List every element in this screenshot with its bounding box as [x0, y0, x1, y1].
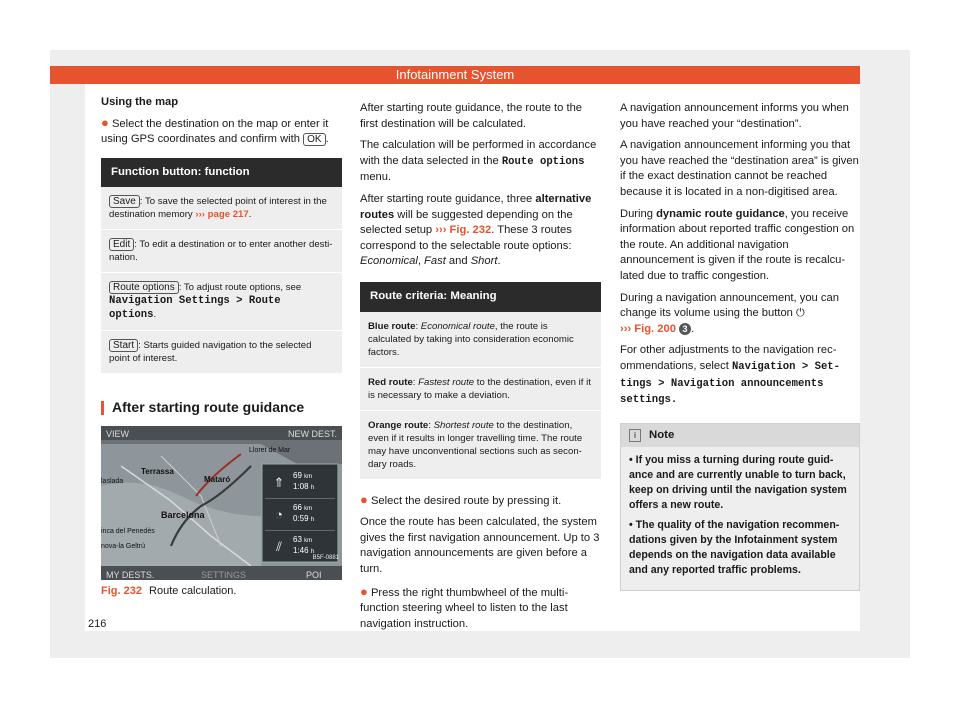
- note-item: • The quality of the navigation recommendations given by the Infotainment system depends on the navigation data available and any reported traffic problems.: [629, 519, 840, 576]
- separator: ,: [417, 255, 425, 268]
- table-row: Blue route: Economical route, the route is calculated by taking into consideration economic factors.: [360, 312, 601, 368]
- chapter-header: [50, 66, 860, 84]
- paragraph: A navigation announcement informing you that you have reached the “destination area” is given if the exact destination cannot be reached because it is located in a non-digitised area.: [620, 139, 859, 198]
- menu-path: Navigation > Settings > Navigation announcements settings.: [620, 360, 841, 407]
- row-label: Blue route: [368, 320, 416, 332]
- bullet-icon: ●: [360, 491, 368, 507]
- route-time-unit: h: [310, 549, 315, 556]
- ok-key: OK: [303, 133, 325, 146]
- option-fast: Fast: [424, 255, 446, 268]
- bullet-text: Select the destination on the map or enter it using GPS coordinates and confirm with: [101, 117, 329, 146]
- route-time: 1:08: [293, 482, 309, 492]
- row-text: to the destination, even if it is necessary to make a deviation.: [368, 376, 591, 401]
- route-option[interactable]: [265, 499, 335, 531]
- punctuation: .: [153, 309, 157, 321]
- menu-name: Route options: [501, 155, 585, 168]
- note-body: [621, 447, 859, 589]
- separator: and: [445, 255, 471, 268]
- bullet-thumbwheel: [360, 584, 601, 633]
- bullet-select-destination: [101, 115, 342, 148]
- route-options-key: Route options: [109, 281, 179, 294]
- paragraph: [620, 343, 860, 408]
- column-left: [101, 95, 342, 600]
- bullet-icon: ●: [101, 114, 109, 130]
- route-distance-unit: km: [304, 538, 313, 545]
- place-label: Terrassa: [141, 466, 174, 476]
- column-middle: [360, 101, 601, 638]
- note-header: [621, 424, 859, 448]
- figure-caption-text: Route calculation.: [149, 584, 237, 597]
- column-right: [620, 101, 860, 591]
- callout-number: 3: [679, 323, 691, 335]
- route-criteria-table: [360, 282, 601, 480]
- my-dests-button[interactable]: MY DESTS.: [106, 569, 155, 580]
- table-row: [101, 230, 342, 273]
- punctuation: .: [248, 209, 252, 221]
- bold-term: dynamic route guidance: [656, 207, 785, 220]
- figure-link[interactable]: ››› Fig. 200: [620, 322, 676, 335]
- route-option-list: [265, 467, 335, 562]
- figure-code: B5F-0881: [312, 554, 339, 561]
- route-time-unit: h: [310, 517, 315, 524]
- text-run: will be suggested depending on the selected setup: [360, 208, 573, 237]
- table-row: [101, 187, 342, 230]
- table-row: Orange route: Shortest route to the destination, even if it results in longer travelling time. The route may have unconventional sections such as secondary roads.: [360, 411, 601, 480]
- row-label: Red route: [368, 376, 413, 388]
- road-icon: ⫽: [276, 538, 282, 554]
- page-link[interactable]: ››› page 217: [195, 209, 249, 221]
- route-distance-unit: km: [304, 506, 313, 513]
- note-title: Note: [649, 428, 675, 441]
- paragraph: After starting route guidance, the route to the first destination will be calculated.: [360, 102, 583, 130]
- edit-key: Edit: [109, 238, 134, 251]
- note-box: [620, 423, 860, 591]
- bold-term: alternative routes: [360, 192, 592, 221]
- function-button-table: [101, 158, 342, 375]
- save-key: Save: [109, 195, 140, 208]
- chapter-title: Infotainment System: [395, 67, 515, 82]
- paragraph: [620, 207, 860, 285]
- power-icon: ⏻: [796, 307, 805, 320]
- text-run: menu.: [360, 171, 392, 184]
- text-run: , you receive information about reported traffic congestion on the route. An additional navigation announcement is given if the route is recalculated due to traffic congestion.: [620, 207, 855, 282]
- route-distance-unit: km: [304, 474, 313, 481]
- figure-label: Fig. 232: [101, 584, 142, 597]
- route-distance: 69: [293, 471, 302, 481]
- table-row: [101, 273, 342, 331]
- table-header: Route criteria: Meaning: [360, 282, 601, 312]
- row-italic: Economical route: [420, 320, 495, 332]
- option-economical: Economical: [360, 255, 418, 268]
- section-title: [101, 400, 342, 416]
- figure-link[interactable]: ››› Fig. 232: [435, 224, 492, 237]
- navigation-screen-figure: [101, 426, 342, 580]
- row-italic: Fastest route: [418, 376, 475, 388]
- row-text: : To edit a destination or to enter another destination.: [109, 239, 333, 264]
- row-text: , the route is calculated by taking into consideration economic factors.: [368, 320, 574, 358]
- route-option[interactable]: [265, 531, 335, 562]
- bullet-text: Press the right thumbwheel of the multifunction steering wheel to listen to the last navigation instruction.: [360, 586, 569, 630]
- text-run: The calculation will be performed in accordance with the data selected in the: [360, 139, 597, 167]
- figure-caption: [101, 584, 342, 600]
- new-dest-button[interactable]: NEW DEST.: [287, 428, 337, 439]
- row-label: Orange route: [368, 419, 429, 431]
- bullet-select-route: [360, 492, 601, 510]
- note-text: The quality of the navigation recommendations given by the Infotainment system depends on the navigation data available and any reported traffic problems.: [629, 519, 840, 576]
- route-time-unit: h: [310, 485, 315, 492]
- section-title-text: After starting route guidance: [112, 399, 305, 416]
- page-number: 216: [88, 618, 107, 630]
- route-distance: 66: [293, 503, 302, 513]
- menu-path: Navigation Settings > Route options: [109, 295, 281, 322]
- punctuation: .: [325, 133, 329, 146]
- place-label: Lloret de Mar: [249, 446, 291, 454]
- route-option[interactable]: [265, 467, 335, 499]
- text-run: . These 3 routes correspond to the selectable route options:: [360, 224, 572, 252]
- start-key: Start: [109, 339, 138, 352]
- text-run: For other adjustments to the navigation recommendations, select: [620, 344, 837, 372]
- table-header: Function button: function: [101, 158, 342, 188]
- bullet-icon: ●: [360, 583, 368, 599]
- info-icon: i: [629, 429, 641, 442]
- place-label: inca del Penedès: [101, 527, 155, 535]
- place-label: nova-la Geltrú: [101, 542, 145, 550]
- paragraph: A navigation announcement informs you when you have reached your “destination”.: [620, 102, 849, 130]
- route-time: 1:46: [293, 546, 309, 556]
- paragraph: [620, 291, 860, 338]
- row-italic: Shortest route: [433, 419, 494, 431]
- note-item: • If you miss a turning during route guidance and are currently unable to turn back, keep on driving until the navigation system offers a new route.: [629, 454, 847, 511]
- paragraph: [360, 192, 601, 270]
- route-distance: 63: [293, 535, 302, 545]
- route-sign-icon: ⇑: [273, 474, 285, 490]
- place-label: Mataró: [204, 474, 231, 484]
- place-label: laslada: [101, 477, 124, 485]
- speed-icon: ◔: [275, 506, 283, 522]
- row-text: : To adjust route options, see: [178, 282, 302, 294]
- text-run: During: [620, 207, 657, 220]
- paragraph: Once the route has been calculated, the system gives the first navigation announcement. Up to 3 navigation announcements are given before a turn.: [360, 516, 600, 575]
- note-text: If you miss a turning during route guidance and are currently unable to turn back, keep on driving until the navigation system offers a new route.: [629, 454, 847, 511]
- punctuation: .: [691, 322, 695, 335]
- row-text: to the destination, even if it results in longer travelling time. The route may have unconventional sections such as secondary roads.: [368, 419, 583, 470]
- route-time: 0:59: [293, 514, 309, 524]
- poi-button[interactable]: POI: [306, 569, 322, 580]
- text-run: After starting route guidance, three: [360, 192, 536, 205]
- punctuation: .: [497, 255, 501, 268]
- heading-using-the-map: Using the map: [101, 96, 179, 108]
- view-button[interactable]: VIEW: [106, 428, 130, 439]
- row-text: : To save the selected point of interest in the destination memory: [109, 196, 327, 221]
- place-label: Barcelona: [161, 509, 205, 520]
- text-run: During a navigation announcement, you can change its volume using the button: [620, 291, 839, 320]
- section-marker: [101, 401, 104, 415]
- settings-button[interactable]: SETTINGS: [201, 569, 247, 580]
- bullet-text: Select the desired route by pressing it.: [370, 494, 562, 507]
- row-text: : Starts guided navigation to the selected point of interest.: [109, 340, 312, 365]
- table-row: Red route: Fastest route to the destination, even if it is necessary to make a deviation.: [360, 368, 601, 411]
- paragraph: [360, 138, 601, 186]
- option-short: Short: [470, 255, 498, 268]
- table-row: [101, 331, 342, 374]
